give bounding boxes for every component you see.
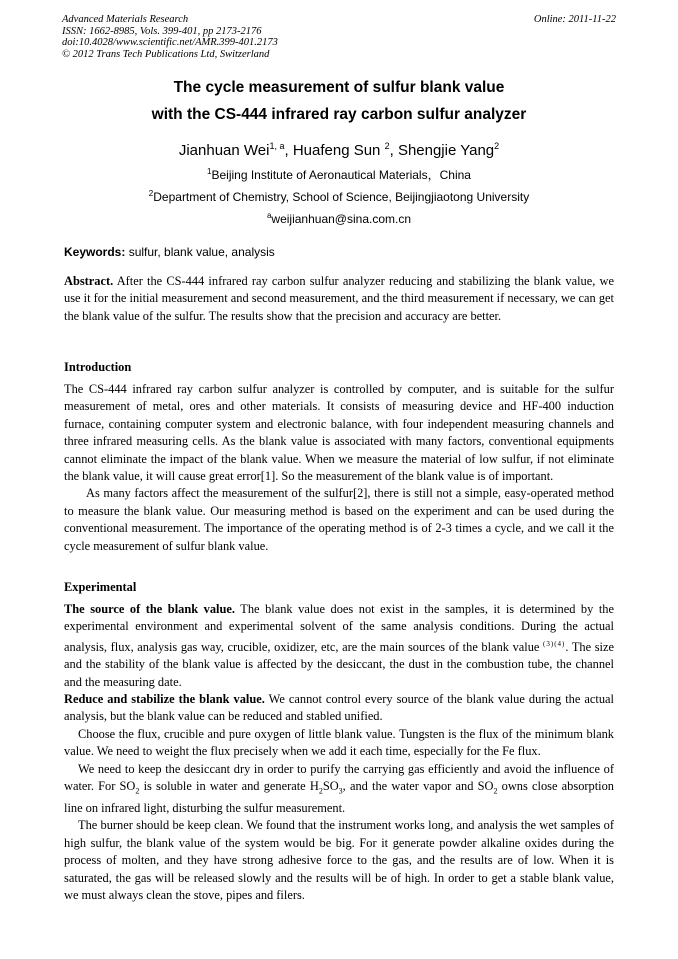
abstract-label: Abstract. <box>64 274 114 288</box>
author-name: Shengjie Yang <box>397 142 495 159</box>
journal-header <box>62 14 616 60</box>
paragraph: The burner should be keep clean. We found that the instrument works long, and analysis the wet samples of high sulfur, the blank value of the system would be big. For it generate powder alkaline oxides during the process of molten, and they have strong adhesive force to the gas, and the results are of low. When it is saturated, the gas will be released slowly and the results will be of high. In order to get a stable blank value, we must always clean the stove, pipes and filers. <box>64 818 614 902</box>
author-sup: 1, a <box>269 141 285 151</box>
affiliation-sup: 2 <box>148 189 154 198</box>
abstract-text: After the CS-444 infrared ray carbon sulfur analyzer reducing and stabilizing the blank value, we use it for the initial measurement and second measurement, and the third measurement if necessary, we can get the blank value of the sulfur. The results show that the precision and accuracy are better. <box>64 274 614 323</box>
paragraph <box>64 601 614 691</box>
introduction-body <box>64 381 614 555</box>
author-name: Jianhuan Wei <box>178 142 270 159</box>
paragraph-text: The blank value does not exist in the samples, it is determined by the experimental environment and experimental solvent of the same analysis conditions. During the actual analysis, flux, analysis gas way, crucible, oxidizer, etc, are the main sources of the blank value <box>64 602 614 654</box>
author-list <box>0 141 678 159</box>
author-sep: , <box>284 142 293 159</box>
affiliation-text: Beijing Institute of Aeronautical Materials，China <box>211 168 471 182</box>
author-name: Huafeng Sun <box>292 142 381 159</box>
section-heading-experimental: Experimental <box>64 580 137 594</box>
reference-sup: (3)(4) <box>543 639 566 648</box>
author-sup: 2 <box>384 141 390 151</box>
author-sup: 2 <box>494 141 500 151</box>
paragraph: Choose the flux, crucible and pure oxygen of little blank value. Tungsten is the flux of the minimum blank value. We need to weight the flux precisely when we add it each time, especially for the Fe flux. <box>64 726 614 759</box>
paragraph: As many factors affect the measurement of the sulfur[2], there is still not a simple, easy-operated method to measure the blank value. Our measuring method is based on the experiment and can be used during the conventional measurement. The importance of the operating method is of 2-3 times a cycle, and we call it the cycle measurement of sulfur blank value. <box>64 486 614 553</box>
doi-line: doi:10.4028/www.scientific.net/AMR.399-401.2173 <box>62 37 278 49</box>
online-date: Online: 2011-11-22 <box>533 14 616 25</box>
affiliation-2 <box>0 189 678 204</box>
abstract <box>64 273 614 325</box>
email-text[interactable]: weijianhuan@sina.com.cn <box>271 212 412 226</box>
copyright-line: © 2012 Trans Tech Publications Ltd, Switzerland <box>62 48 270 60</box>
affiliation-text: Department of Chemistry, School of Science, Beijingjiaotong University <box>153 190 530 204</box>
paragraph-text: . The size and the stability of the blank value is affected by the desiccant, the dust in the combustion tube, the channel and the measuring date. <box>64 639 614 689</box>
section-heading-introduction: Introduction <box>64 360 132 374</box>
paragraph-text: We cannot control every source of the blank value during the actual analysis, but the blank value can be reduced and stabled unified. <box>64 692 614 724</box>
affiliation-sup: 1 <box>207 167 212 176</box>
keywords-text: sulfur, blank value, analysis <box>125 245 275 259</box>
affiliation-1 <box>0 166 678 183</box>
paper-title-line-2: with the CS-444 infrared ray carbon sulfur analyzer <box>151 106 527 123</box>
experimental-body <box>64 601 614 904</box>
author-email <box>0 211 678 226</box>
paper-title-line-1: The cycle measurement of sulfur blank value <box>173 79 505 96</box>
issn-line: ISSN: 1662-8985, Vols. 399-401, pp 2173-2176 <box>62 25 262 37</box>
subsection-label: Reduce and stabilize the blank value. <box>64 692 265 707</box>
paragraph <box>64 691 614 726</box>
keywords <box>64 245 275 259</box>
paragraph: We need to keep the desiccant dry in order to purify the carrying gas efficiently and avoid the influence of water. For $SO_2$ is soluble in water and generate $H_2SO_3$, and the water vapor and $SO_2$ owns close absorption line on infrared light, disturbing the sulfur measurement. <box>64 761 614 815</box>
paragraph: The CS-444 infrared ray carbon sulfur analyzer is controlled by computer, and is suitable for the sulfur measurement of metal, ores and other materials. It consists of measuring device and HF-400 induction furnace, containing computer system and electronic balance, with four independent measuring channels and three infrared measuring cells. As the blank value is associated with many factors, conventional equipments cannot eliminate the impact of the blank value. When we measure the material of low sulfur, if not eliminate the blank value, it will cause great error[1]. So the measurement of the blank value is of important. <box>64 382 614 484</box>
email-sup: a <box>266 211 272 220</box>
keywords-label: Keywords: <box>64 245 126 259</box>
journal-name: Advanced Materials Research <box>62 14 189 25</box>
subsection-label: The source of the blank value. <box>64 602 235 616</box>
author-sep: , <box>389 142 398 159</box>
